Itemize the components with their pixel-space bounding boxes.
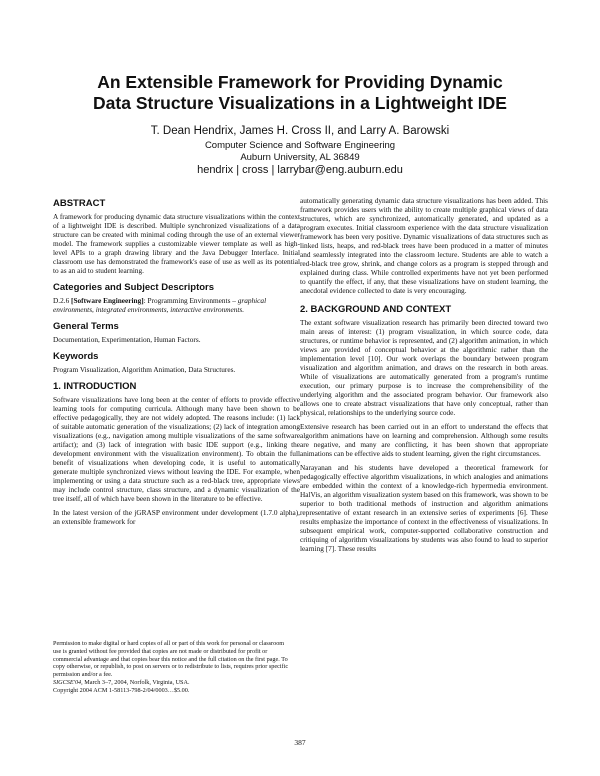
venue-details: March 3–7, 2004, Norfolk, Virginia, USA. [82,678,190,686]
category-plain: : Programming Environments – [143,296,236,305]
keywords-heading: Keywords [53,351,99,362]
copyright-notice [53,640,293,695]
categories-text [53,296,300,314]
categories-heading: Categories and Subject Descriptors [53,282,215,293]
keywords-section [53,351,300,374]
abstract-section [53,198,300,275]
introduction-paragraph-2-continued: automatically generating dynamic data structure visualizations has been added. This framework provides users with the ability to create multiple graphical views of data structures, which are synchronized, automatically generated, and updated as a program executes. Initial classroom experience with the data structure visualization framework has been very positive. Dynamic visualizations of data structures such as linked lists, heaps, and red-black trees have been produced in a matter of minutes and seamlessly integrated into the classroom lecture. Students are able to watch a red-black tree grow, shrink, and change colors as a program is stepped through and explained during class. While controlled experiments have not yet been performed to quantify the effect, if any, that these visualizations have on student learning, the anecdotal evidence collected to date is very encouraging. [300,196,548,295]
introduction-section [53,381,300,526]
affiliation-line-2: Auburn University, AL 36849 [240,152,360,163]
venue-name: SIGCSE'04, [53,678,83,686]
page-number: 387 [294,738,306,747]
introduction-paragraph-1: Software visualizations have long been at the center of efforts to provide effective learning tools for computing curricula. Although many have been shown to be effective pedagogically, they are not widely adopted. The reasons include: (1) lack of suitable automatic generation of the visualizations; (2) lack of integration among visualizations (e.g., navigation among multiple visualizations of the same software artifact); and (3) lack of integration with basic IDE support (e.g., linking the development environment with the visualization environment). To obtain the full benefit of visualizations when developing code, it is useful to automatically generate multiple synchronized views without leaving the IDE. For example, when implementing or using a data structure such as a red-black tree, appropriate views may include control structure, class structure, and a dynamic visualization of the tree itself, all of which have been shown in the literature to be effective. [53,395,300,503]
paper-title [0,72,600,114]
title-line-1: An Extensible Framework for Providing Dynamic [97,72,503,92]
category-bold: [Software Engineering] [71,296,144,305]
affiliation-line-1: Computer Science and Software Engineering [204,140,396,151]
introduction-paragraph-2: In the latest version of the jGRASP environment under development (1.7.0 alpha), an extensible framework for [53,508,300,526]
categories-section [53,282,300,314]
abstract-heading: ABSTRACT [53,198,106,209]
venue-line [53,679,293,687]
background-paragraph-1: The extant software visualization research has primarily been directed toward two main areas of interest: (1) program visualization, in which source code, data structures, or runtime behavior is represented, and (2) algorithm animation, in which views are provided of conceptual behavior at the algorithmic rather than the implementation level [10]. Our work overlaps the boundary between program visualization and algorithm animation, and draws on the research in both areas. While of visualizations are automatically generated from a program's runtime execution, our primary purpose is to increase the comprehensibility of the underlying algorithm and the associated program behavior. Our framework also allows one to create abstract visualizations that have only conceptual, rather than physical, relationships to the underlying source code. [300,318,548,417]
left-column [53,198,300,533]
background-paragraph-3: Narayanan and his students have developed a theoretical framework for pedagogically effective algorithm visualizations, in which analogies and animations are embedded within the context of a knowledge-rich hypermedia environment. HalVis, an algorithm visualization system based on this framework, was shown to be superior to both traditional methods of instruction and algorithm animations representative of extant research in an extensive series of experiments [6]. These results emphasize the importance of context in the effectiveness of visualizations. In subsequent empirical work, computer-supported collaborative construction and critiquing of algorithm visualizations by students was also found to lead to superior learning [7]. These results [300,463,549,553]
general-terms-text: Documentation, Experimentation, Human Factors. [53,335,201,344]
copyright-line: Copyright 2004 ACM 1-58113-798-2/04/0003…$5.00. [53,686,190,694]
affiliation [0,140,600,164]
introduction-heading: 1. INTRODUCTION [53,381,137,392]
title-line-2: Data Structure Visualizations in a Lightweight IDE [93,93,507,113]
general-terms-section [53,321,300,344]
author-list: T. Dean Hendrix, James H. Cross II, and Larry A. Barowski [150,125,450,137]
permission-text: Permission to make digital or hard copies of all or part of this work for personal or classroom use is granted without fee provided that copies are not made or distributed for profit or commercial advantage and that copies bear this notice and the full citation on the first page. To copy otherwise, or republish, to post on servers or to redistribute to lists, requires prior specific permission and/or a fee. [53,640,289,679]
abstract-text: A framework for producing dynamic data structure visualizations within the context of a lightweight IDE is described. Multiple synchronized visualizations of a data structure can be created with minimal coding through the use of an external viewer model. The framework supplies a customizable viewer template as well as high-level APIs to a graph drawing library and the Java Debugger Interface. Initial classroom use has demonstrated the framework's ease of use as well as its potential to as an aid to student learning. [53,212,300,275]
category-code: D.2.6 [53,296,70,305]
author-emails: hendrix | cross | larrybar@eng.auburn.edu [197,164,403,176]
background-heading: 2. BACKGROUND AND CONTEXT [300,304,452,315]
background-paragraph-2: Extensive research has been carried out in an effort to understand the effects that algorithm animations have on learning and comprehension. Although some results are negative, and many are conflicting, it has been shown that appropriate animations can be effective aids to student learning, given the right circumstances. [300,422,548,458]
right-column [300,196,548,558]
general-terms-heading: General Terms [53,321,119,332]
category-italic: graphical environments, integrated environments, interactive environments. [53,296,267,314]
keywords-text: Program Visualization, Algorithm Animation, Data Structures. [53,365,236,374]
